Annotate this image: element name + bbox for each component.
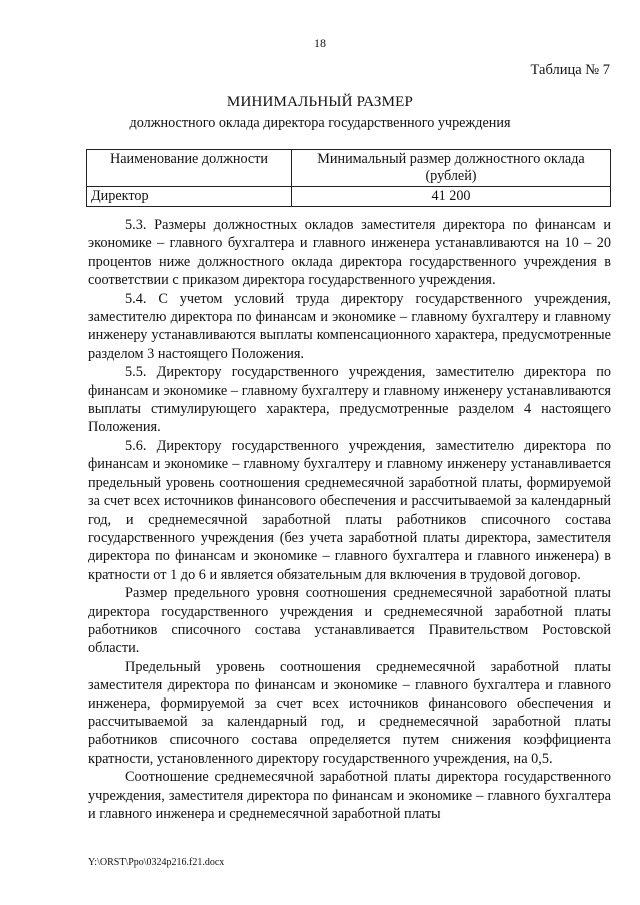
paragraph: Предельный уровень соотношения среднемесячной заработной платы заместителя директора по финансам и экономике – главного бухгалтера и главного инженера, формируемой за счет всех источников финансового обеспечения и рассчитываемой за календарный год, и среднемесячной заработной платы работников списочного состава определяется путем снижения коэффициента кратности, установленного директору государственного учреждения, на 0,5. [88, 658, 611, 767]
header-position-name: Наименование должности [87, 150, 292, 187]
paragraph: 5.4. С учетом условий труда директору государственного учреждения, заместителю директора по финансам и экономике – главному бухгалтеру и главному инженеру устанавливаются выплаты компенсационного характера, предусмотренные разделом 3 настоящего Положения. [88, 290, 611, 362]
cell-position: Директор [87, 187, 292, 207]
page-number: 18 [314, 36, 326, 50]
file-path-footer: Y:\ORST\Ppo\0324p216.f21.docx [88, 857, 225, 868]
body-text [88, 216, 611, 823]
paragraph: 5.3. Размеры должностных окладов заместителя директора по финансам и экономике – главного бухгалтера и главного инженера устанавливаются на 10 – 20 процентов ниже должностного оклада директора государственного учреждения в соответствии с приказом директора государственного учреждения. [88, 217, 611, 289]
salary-table [86, 149, 611, 207]
header-min-salary: Минимальный размер должностного оклада (рублей) [292, 150, 611, 187]
paragraph: Соотношение среднемесячной заработной платы директора государственного учреждения, заместителя директора по финансам и экономике – главного бухгалтера и главного инженера и среднемесячной заработной платы [88, 769, 611, 822]
paragraph: Размер предельного уровня соотношения среднемесячной заработной платы директора государственного учреждения и среднемесячной заработной платы работников списочного состава устанавливается Правительством Ростовской области. [88, 585, 611, 657]
cell-salary: 41 200 [292, 187, 611, 207]
table-row [87, 187, 611, 207]
table-title: МИНИМАЛЬНЫЙ РАЗМЕР [226, 94, 414, 110]
paragraph: 5.6. Директору государственного учреждения, заместителю директора по финансам и экономике – главному бухгалтеру и главному инженеру устанавливается предельный уровень соотношения среднемесячной заработной платы, формируемой за счет всех источников финансового обеспечения и рассчитываемой за календарный год, и среднемесячной заработной платы работников списочного состава государственного учреждения (без учета заработной платы директора, заместителя директора по финансам и экономике – главного бухгалтера и главного инженера) в кратности от 1 до 6 и является обязательным для включения в трудовой договор. [88, 437, 611, 583]
table-header-row [87, 150, 611, 187]
table-subtitle: должностного оклада директора государственного учреждения [129, 115, 511, 131]
table-number: Таблица № 7 [530, 62, 610, 78]
paragraph: 5.5. Директору государственного учреждения, заместителю директора по финансам и экономике – главному бухгалтеру и главному инженеру устанавливаются выплаты стимулирующего характера, предусмотренные разделом 4 настоящего Положения. [88, 364, 611, 436]
